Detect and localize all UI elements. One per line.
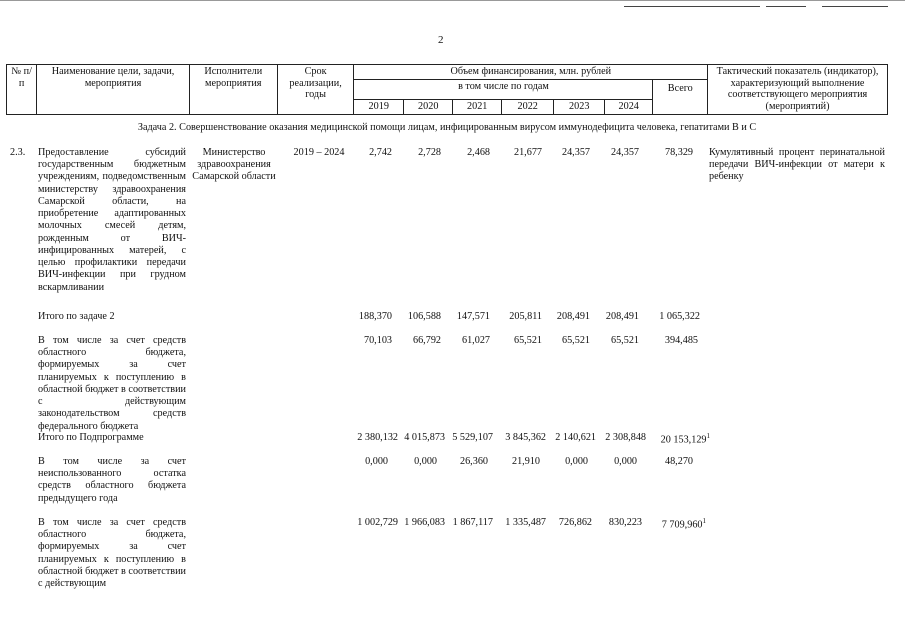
page-number: 2 [438,34,444,46]
total-cell: 7 709,960$^1$ [661,517,706,531]
col-num-header: № п/п [7,65,37,115]
value-cell: 21,677 [513,147,542,158]
value-cell: 65,521 [610,335,639,346]
footnote-mark: 1 [706,432,710,440]
task-title: Задача 2. Совершенствование оказания медицинской помощи лицам, инфицированным вирусом иммунодефицита человека, гепатитами В и С [137,122,757,133]
col-executor-header: Исполнители мероприятия [189,65,277,115]
value-cell: 0,000 [565,456,588,467]
year-header: 2024 [604,100,652,115]
year-header: 2020 [403,100,453,115]
row-description: Предоставление субсидий государственным бюджетным учреждениям, подведомственным министерству здравоохранения Самарской области, на приобретение адаптированных молочных смесей детям, рожденным от ВИЧ-инфицированных матерей, с целью профилактики передачи ВИЧ-инфекции при грудном вскармливании [38,147,186,293]
row-number: 2.3. [10,147,26,158]
row-description: В том числе за счет средств областного бюджета, формируемых за счет планируемых к поступлению в областной бюджет в соответствии с действующим законодательством средств федерального бюджета [38,335,186,432]
value-cell: 66,792 [412,335,441,346]
value-cell: 65,521 [561,335,590,346]
year-header: 2022 [501,100,554,115]
value-cell: 1 966,083 [404,517,445,528]
col-name-header: Наименование цели, задачи, мероприятия [37,65,190,115]
value-cell: 4 015,873 [404,432,445,443]
total-cell: 20 153,129$^1$ [660,432,710,446]
value-cell: 147,571 [456,311,490,322]
year-header: 2019 [354,100,404,115]
value-cell: 61,027 [461,335,490,346]
value-cell: 0,000 [414,456,437,467]
value-cell: 5 529,107 [452,432,493,443]
value-cell: 830,223 [608,517,642,528]
value-cell: 2 140,621 [555,432,596,443]
value-cell: 106,588 [407,311,441,322]
value-cell: 2,468 [467,147,490,158]
value-cell: 1 002,729 [357,517,398,528]
value-cell: 2 380,132 [357,432,398,443]
value-cell: 24,357 [561,147,590,158]
value-cell: 0,000 [614,456,637,467]
value-cell: 188,370 [358,311,392,322]
row-executor: Министерство здравоохранения Самарской области [192,147,276,183]
total-cell: 78,329 [664,147,693,158]
value-cell: 65,521 [513,335,542,346]
value-cell: 3 845,362 [505,432,546,443]
value-cell: 70,103 [363,335,392,346]
by-years-header: в том числе по годам [354,79,653,99]
year-header: 2021 [453,100,501,115]
col-indicator-header: Тактический показатель (индикатор), характеризующий выполнение соответствующего мероприятия (мероприятий) [708,65,888,115]
value-cell: 726,862 [558,517,592,528]
value-cell: 1 867,117 [452,517,493,528]
row-description: Итого по задаче 2 [38,311,115,322]
year-header: 2023 [554,100,605,115]
value-cell: 1 335,487 [505,517,546,528]
total-cell: 1 065,322 [659,311,700,322]
value-cell: 26,360 [459,456,488,467]
row-description: В том числе за счет средств областного бюджета, формируемых за счет планируемых к поступлению в областной бюджет в соответствии с действующим [38,517,186,590]
value-cell: 208,491 [605,311,639,322]
value-cell: 205,811 [509,311,542,322]
total-cell: 48,270 [664,456,693,467]
value-cell: 2 308,848 [605,432,646,443]
value-cell: 2,742 [369,147,392,158]
col-total-header: Всего [653,79,708,114]
value-cell: 2,728 [418,147,441,158]
value-cell: 0,000 [365,456,388,467]
col-funding-header: Объем финансирования, млн. рублей [354,65,708,80]
row-indicator: Кумулятивный процент перинатальной передачи ВИЧ-инфекции от матери к ребенку [709,147,885,183]
col-term-header: Срок реализации, годы [277,65,354,115]
footnote-mark: 1 [702,517,706,525]
total-cell: 394,485 [664,335,698,346]
row-description: Итого по Подпрограмме [38,432,144,443]
row-term: 2019 – 2024 [293,147,345,158]
value-cell: 24,357 [610,147,639,158]
value-cell: 21,910 [511,456,540,467]
row-description: В том числе за счет неиспользованного остатка средств областного бюджета предыдущего года [38,456,186,504]
value-cell: 208,491 [556,311,590,322]
